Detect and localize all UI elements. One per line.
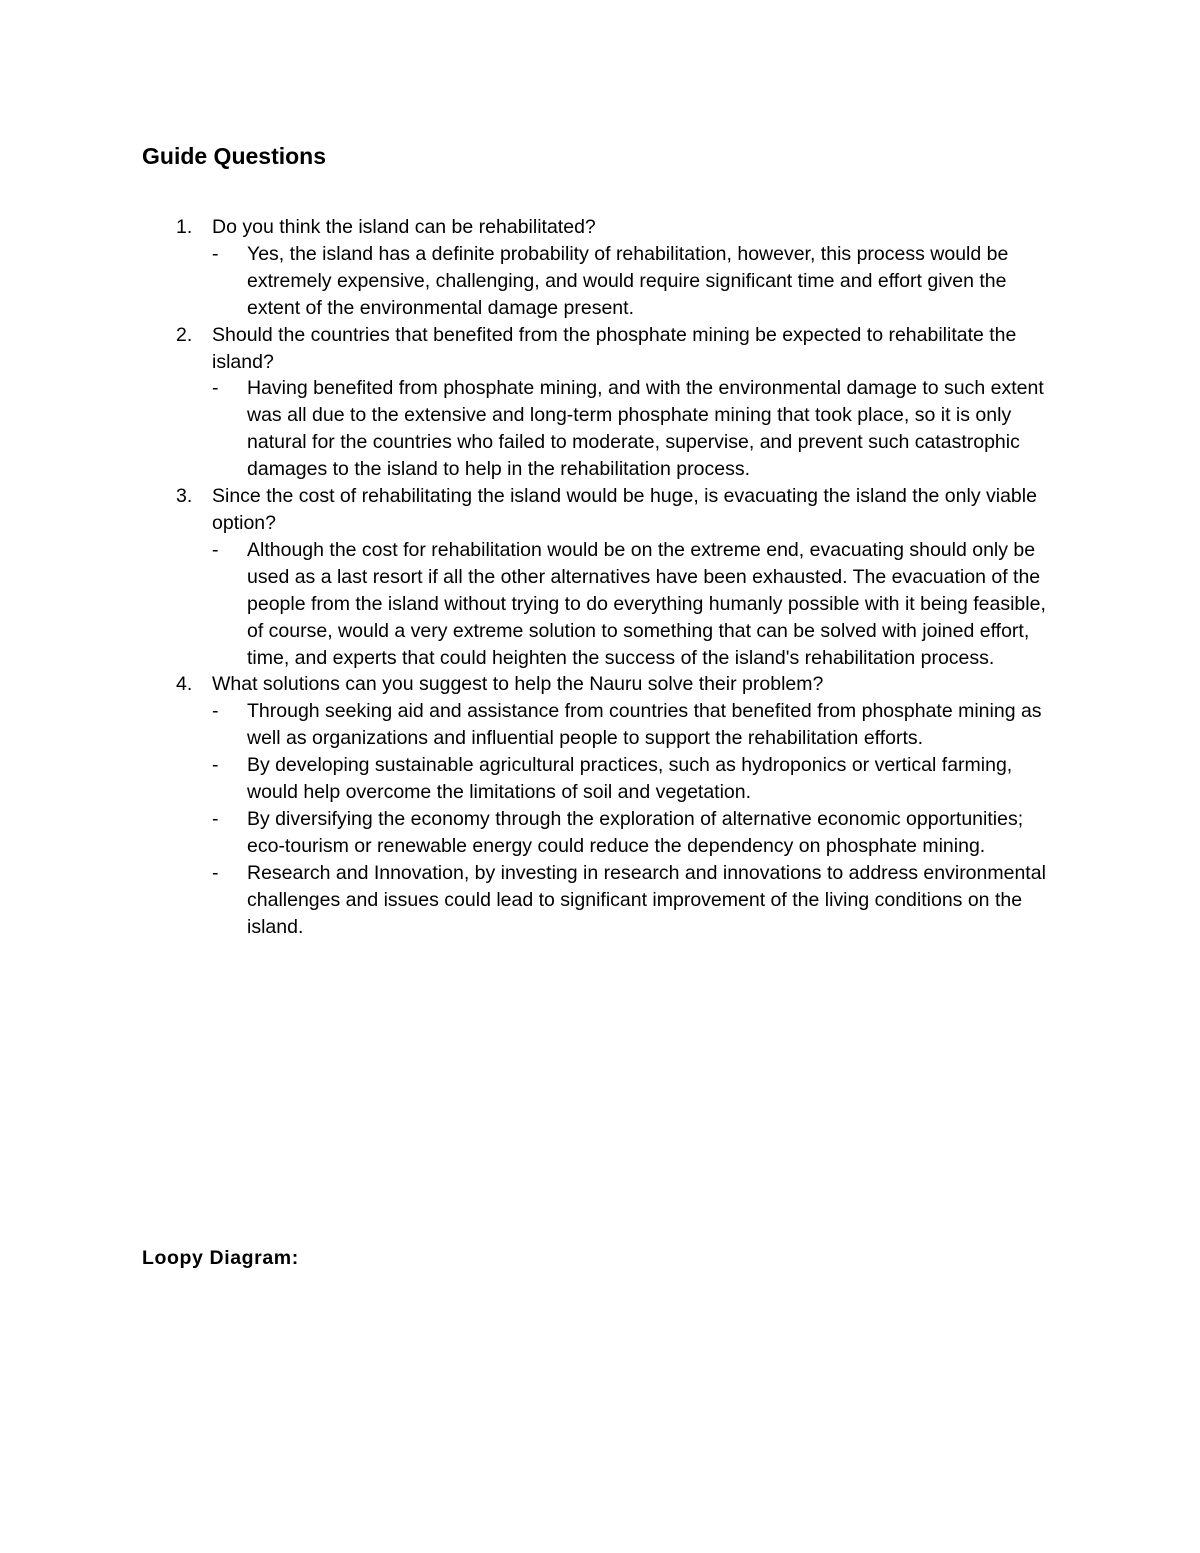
question-list <box>0 214 1200 940</box>
answer-list <box>212 698 1062 940</box>
answer-item <box>212 537 1062 672</box>
question-number: 1. <box>176 216 193 238</box>
question-text: What solutions can you suggest to help the Nauru solve their problem? <box>212 673 824 696</box>
dash-bullet: - <box>212 538 219 561</box>
dash-bullet: - <box>212 754 219 777</box>
answer-item <box>212 375 1062 483</box>
answer-list <box>212 537 1062 672</box>
question-number: 3. <box>176 485 193 508</box>
dash-bullet: - <box>212 861 219 884</box>
question-text: Should the countries that benefited from the phosphate mining be expected to rehabilitate the island? <box>212 323 1017 373</box>
page-title: Guide Questions <box>142 143 327 169</box>
dash-bullet: - <box>212 377 219 400</box>
answer-text: By developing sustainable agricultural practices, such as hydroponics or vertical farming, would help overcome the limitations of soil and vegetation. <box>247 754 1013 804</box>
answer-text: Through seeking aid and assistance from countries that benefited from phosphate mining as well as organizations and influential people to support the rehabilitation efforts. <box>247 700 1042 750</box>
question-item <box>0 671 1062 940</box>
answer-text: By diversifying the economy through the exploration of alternative economic opportunities; eco-tourism or renewable energy could reduce the dependency on phosphate mining. <box>247 807 1024 857</box>
answer-text: Although the cost for rehabilitation would be on the extreme end, evacuating should only be used as a last resort if all the other alternatives have been exhausted. The evacuation of the people from the island without trying to do everything humanly possible with it being feasible, of course, would a very extreme solution to something that can be solved with joined effort, time, and experts that could heighten the success of the island's rehabilitation process. <box>247 538 1046 669</box>
answer-item <box>212 752 1062 806</box>
question-item <box>0 483 1062 671</box>
answer-item <box>212 698 1062 752</box>
answer-item <box>212 806 1062 860</box>
question-item <box>0 214 1062 322</box>
question-item <box>0 322 1062 483</box>
question-text: Do you think the island can be rehabilitated? <box>212 216 596 238</box>
loopy-diagram-heading: Loopy Diagram: <box>142 1247 299 1269</box>
answer-text: Research and Innovation, by investing in research and innovations to address environmental challenges and issues could lead to significant improvement of the living conditions on the island. <box>247 861 1046 938</box>
answer-item <box>212 860 1062 941</box>
dash-bullet: - <box>212 242 219 265</box>
answer-list <box>212 375 1062 483</box>
answer-text: Having benefited from phosphate mining, and with the environmental damage to such extent was all due to the extensive and long-term phosphate mining that took place, so it is only natural for the countries who failed to moderate, supervise, and prevent such catastrophic damages to the island to help in the rehabilitation process. <box>247 377 1044 481</box>
question-text: Since the cost of rehabilitating the island would be huge, is evacuating the island the only viable option? <box>212 485 1037 534</box>
question-number: 4. <box>176 673 193 696</box>
answer-text: Yes, the island has a definite probability of rehabilitation, however, this process would be extremely expensive, challenging, and would require significant time and effort given the extent of the environmental damage present. <box>247 242 1009 319</box>
answer-list <box>212 241 1062 322</box>
answer-item <box>212 241 1062 322</box>
dash-bullet: - <box>212 807 219 830</box>
question-number: 2. <box>176 323 193 346</box>
dash-bullet: - <box>212 700 219 723</box>
